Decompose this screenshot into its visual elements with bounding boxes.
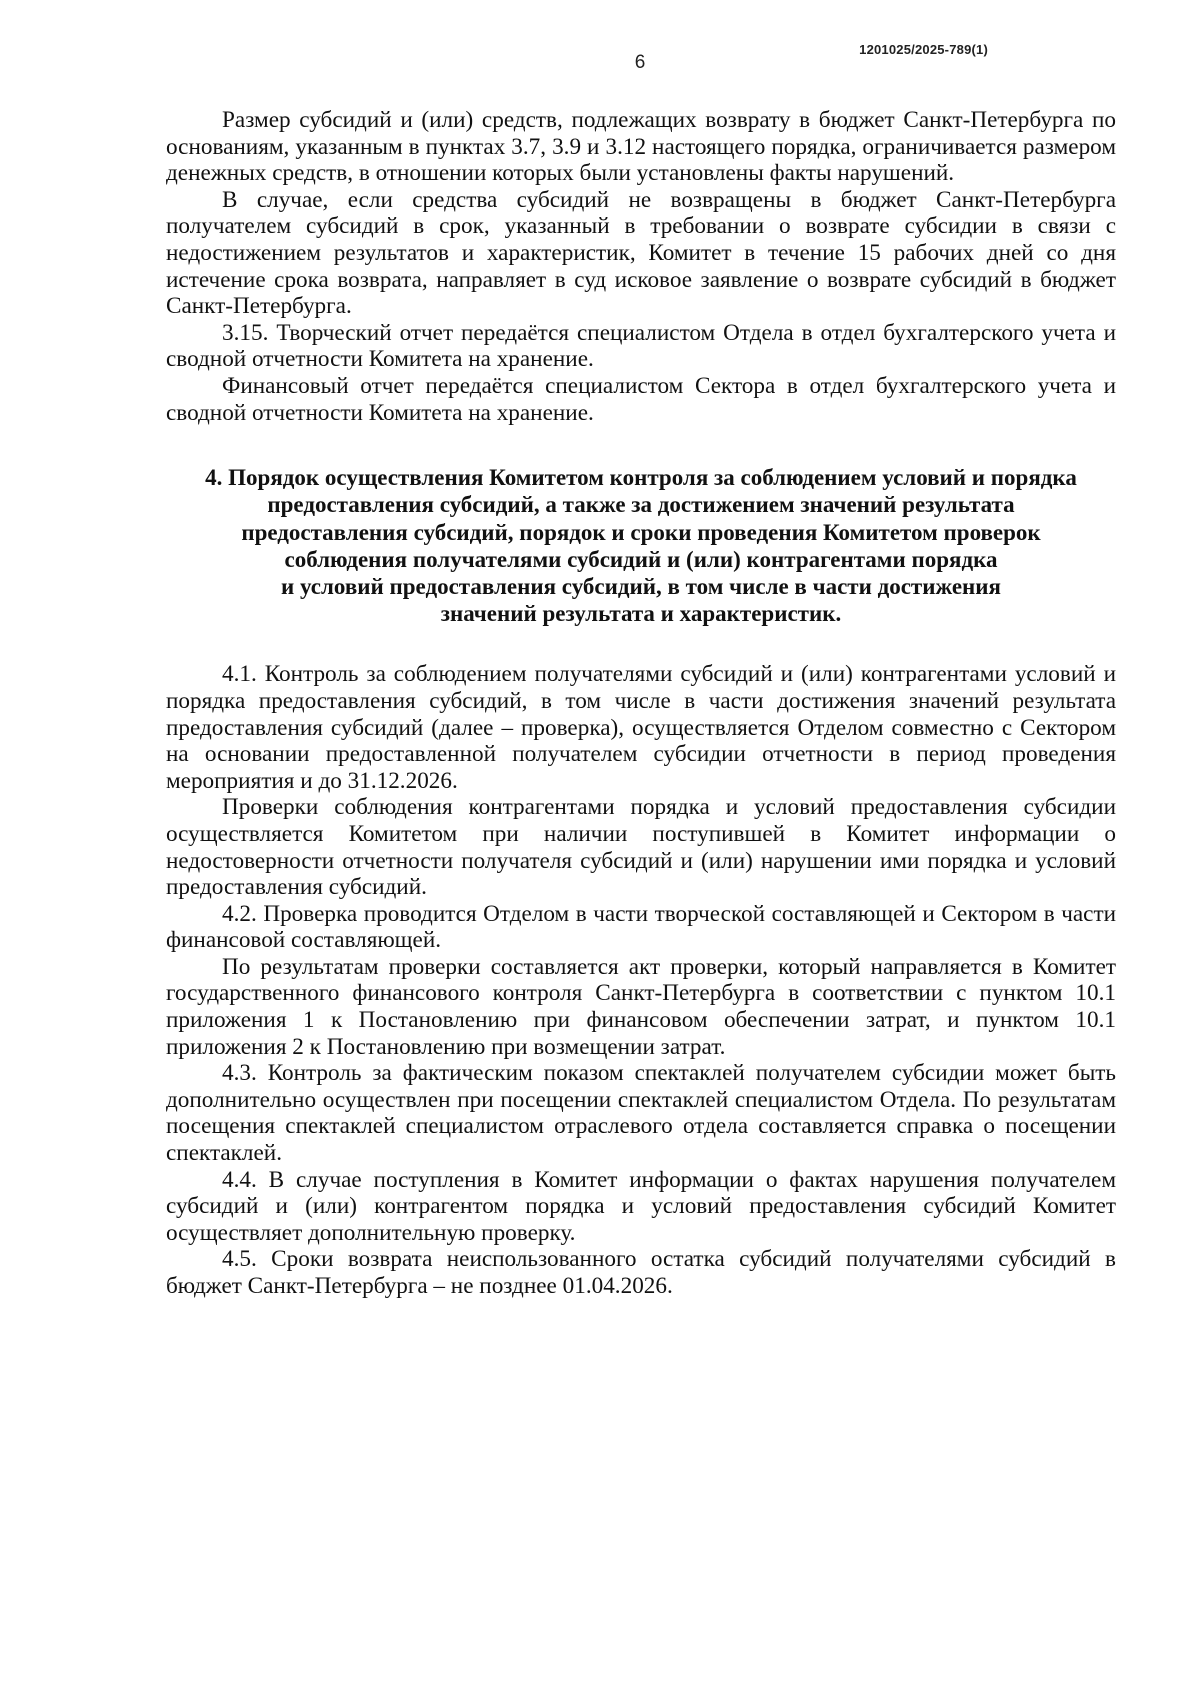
section-title-line: предоставления субсидий, порядок и сроки проведения Комитетом проверок [241, 519, 1041, 545]
section-title-line: предоставления субсидий, а также за достижением значений результата [267, 492, 1015, 518]
paragraph: 4.5. Сроки возврата неиспользованного остатка субсидий получателями субсидий в бюджет Санкт-Петербурга – не позднее 01.04.2026. [166, 1246, 1116, 1299]
paragraph: 4.1. Контроль за соблюдением получателями субсидий и (или) контрагентами условий и порядка предоставления субсидий, в том числе в части достижения значений результата предоставления субсидий (далее – проверка), осуществляется Отделом совместно с Сектором на основании предоставленной получателем субсидии отчетности в период проведения мероприятия и до 31.12.2026. [166, 661, 1116, 794]
paragraph: 3.15. Творческий отчет передаётся специалистом Отдела в отдел бухгалтерского учета и сводной отчетности Комитета на хранение. [166, 319, 1116, 373]
document-body [166, 107, 1116, 1300]
document-number: 1201025/2025-789(1) [859, 42, 988, 57]
paragraph: Финансовый отчет передаётся специалистом Сектора в отдел бухгалтерского учета и сводной отчетности Комитета на хранение. [166, 372, 1116, 426]
section-title-line: и условий предоставления субсидий, в том числе в части достижения [280, 573, 1002, 599]
paragraph: 4.4. В случае поступления в Комитет информации о фактах нарушения получателем субсидий и (или) контрагентом порядка и условий предоставления субсидий Комитет осуществляет дополнительную проверку. [166, 1166, 1116, 1246]
paragraph: Размер субсидий и (или) средств, подлежащих возврату в бюджет Санкт-Петербурга по основаниям, указанным в пунктах 3.7, 3.9 и 3.12 настоящего порядка, ограничивается размером денежных средств, в отношении которых были установлены факты нарушений. [166, 107, 1116, 187]
paragraph: 4.3. Контроль за фактическим показом спектаклей получателем субсидии может быть дополнительно осуществлен при посещении спектаклей специалистом Отдела. По результатам посещения спектаклей специалистом отраслевого отдела составляется справка о посещении спектаклей. [166, 1060, 1116, 1167]
paragraph: 4.2. Проверка проводится Отделом в части творческой составляющей и Сектором в части финансовой составляющей. [166, 900, 1116, 954]
section-title-line: значений результата и характеристик. [440, 601, 842, 627]
section-title-line: 4. Порядок осуществления Комитетом контроля за соблюдением условий и порядка [205, 465, 1077, 491]
paragraph: Проверки соблюдения контрагентами порядка и условий предоставления субсидии осуществляется Комитетом при наличии поступившей в Комитет информации о недостоверности отчетности получателя субсидий и (или) нарушении ими порядка и условий предоставления субсидий. [166, 794, 1116, 901]
paragraph: По результатам проверки составляется акт проверки, который направляется в Комитет государственного финансового контроля Санкт-Петербурга в соответствии с пунктом 10.1 приложения 1 к Постановлению при финансовом обеспечении затрат, и пунктом 10.1 приложения 2 к Постановлению при возмещении затрат. [166, 953, 1116, 1060]
paragraph: В случае, если средства субсидий не возвращены в бюджет Санкт-Петербурга получателем субсидий в срок, указанный в требовании о возврате субсидии в связи с недостижением результатов и характеристик, Комитет в течение 15 рабочих дней со дня истечение срока возврата, направляет в суд исковое заявление о возврате субсидий в бюджет Санкт-Петербурга. [166, 186, 1116, 320]
section-title-line: соблюдения получателями субсидий и (или) контрагентами порядка [284, 546, 998, 572]
page-number: 6 [634, 52, 646, 73]
section-title [166, 464, 1116, 627]
